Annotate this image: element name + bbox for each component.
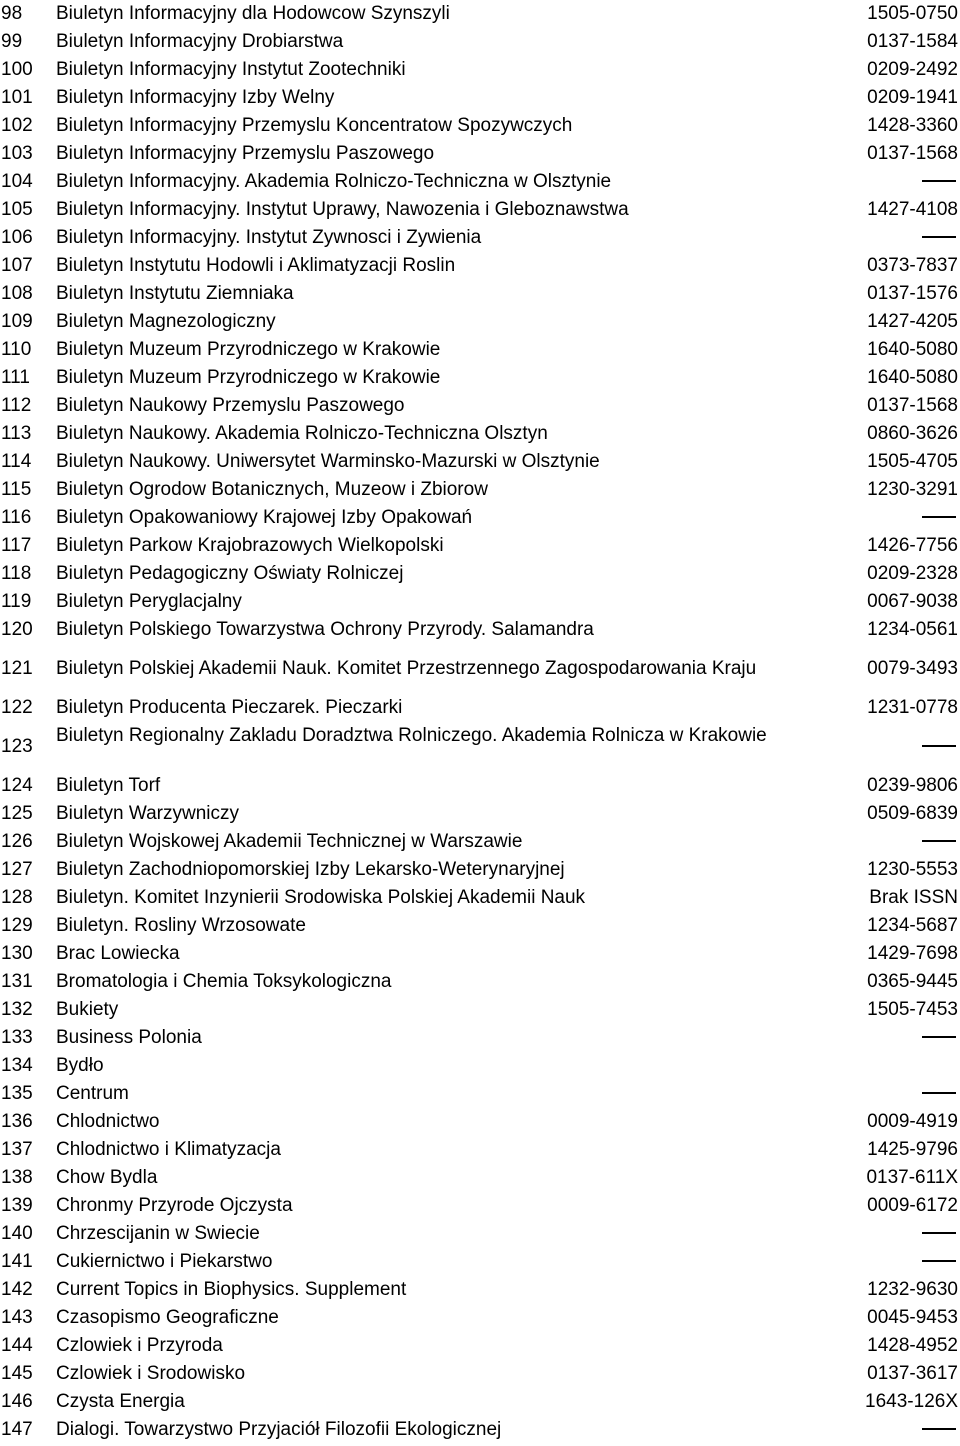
issn-value: 0860-3626 <box>867 423 958 444</box>
table-row <box>0 1360 960 1388</box>
table-row <box>0 828 960 856</box>
table-row <box>0 1108 960 1136</box>
issn-cell <box>867 1360 958 1388</box>
issn-cell <box>922 1024 958 1052</box>
issn-cell <box>867 56 958 84</box>
table-row <box>0 772 960 800</box>
issn-cell <box>867 694 958 722</box>
journal-title: Biuletyn Instytutu Ziemniaka <box>56 283 294 304</box>
issn-cell <box>867 476 958 504</box>
issn-cell <box>867 912 958 940</box>
table-row <box>0 1052 960 1080</box>
row-number: 104 <box>1 171 33 192</box>
row-number: 124 <box>1 775 33 796</box>
missing-issn-dash <box>922 1092 956 1094</box>
missing-issn-dash <box>922 1232 956 1234</box>
row-number: 109 <box>1 311 33 332</box>
row-number: 113 <box>1 423 32 444</box>
issn-cell <box>867 0 958 28</box>
table-row <box>0 56 960 84</box>
issn-cell <box>867 1136 958 1164</box>
issn-cell <box>867 1304 958 1332</box>
row-number: 106 <box>1 227 33 248</box>
row-number: 130 <box>1 943 33 964</box>
issn-cell <box>867 196 958 224</box>
journal-title: Biuletyn Polskiego Towarzystwa Ochrony Przyrody. Salamandra <box>56 619 594 640</box>
table-row <box>0 280 960 308</box>
journal-title: Biuletyn Instytutu Hodowli i Aklimatyzacji Roslin <box>56 255 456 276</box>
journal-title: Biuletyn Informacyjny Izby Welny <box>56 87 335 108</box>
issn-value: 1640-5080 <box>867 367 958 388</box>
journal-title: Dialogi. Towarzystwo Przyjaciół Filozofii Ekologicznej <box>56 1419 502 1440</box>
table-row <box>0 308 960 336</box>
issn-cell <box>867 800 958 828</box>
issn-cell <box>867 1276 958 1304</box>
table-row <box>0 588 960 616</box>
row-number: 118 <box>1 563 32 584</box>
row-number: 132 <box>1 999 33 1020</box>
row-number: 146 <box>1 1391 33 1412</box>
issn-value: 0209-1941 <box>867 87 958 108</box>
issn-value: Brak ISSN <box>869 887 958 908</box>
journal-title: Czlowiek i Srodowisko <box>56 1363 246 1384</box>
table-row <box>0 112 960 140</box>
journal-title: Chrzescijanin w Swiecie <box>56 1223 260 1244</box>
row-number: 114 <box>1 451 32 472</box>
issn-value: 0067-9038 <box>867 591 958 612</box>
row-number: 101 <box>1 87 33 108</box>
row-number: 110 <box>1 339 32 360</box>
row-number: 112 <box>1 395 32 416</box>
table-row <box>0 1136 960 1164</box>
row-number: 143 <box>1 1307 33 1328</box>
missing-issn-dash <box>922 1260 956 1262</box>
issn-value: 0509-6839 <box>867 803 958 824</box>
row-number: 123 <box>1 736 33 757</box>
table-row <box>0 364 960 392</box>
journal-title: Chronmy Przyrode Ojczysta <box>56 1195 293 1216</box>
table-row <box>0 655 960 683</box>
journal-title: Biuletyn Wojskowej Akademii Technicznej w Warszawie <box>56 831 523 852</box>
table-row <box>0 168 960 196</box>
issn-cell <box>922 733 958 761</box>
issn-cell <box>867 112 958 140</box>
issn-value: 1429-7698 <box>867 943 958 964</box>
row-number: 122 <box>1 697 33 718</box>
issn-value: 0137-1568 <box>867 395 958 416</box>
issn-value: 0045-9453 <box>867 1307 958 1328</box>
issn-cell <box>867 420 958 448</box>
table-row <box>0 0 960 28</box>
issn-cell <box>867 308 958 336</box>
issn-cell <box>867 940 958 968</box>
issn-cell <box>922 1080 958 1108</box>
issn-value: 0137-1576 <box>867 283 958 304</box>
issn-cell <box>922 1220 958 1248</box>
missing-issn-dash <box>922 745 956 747</box>
row-number: 115 <box>1 479 32 500</box>
issn-cell <box>867 655 958 683</box>
issn-cell <box>867 84 958 112</box>
table-row <box>0 940 960 968</box>
row-number: 135 <box>1 1083 33 1104</box>
row-number: 134 <box>1 1055 33 1076</box>
table-row <box>0 392 960 420</box>
row-number: 102 <box>1 115 33 136</box>
issn-cell <box>867 532 958 560</box>
issn-value: 1232-9630 <box>867 1279 958 1300</box>
journal-title: Czasopismo Geograficzne <box>56 1307 279 1328</box>
journal-title: Biuletyn. Komitet Inzynierii Srodowiska Polskiej Akademii Nauk <box>56 887 586 908</box>
table-row <box>0 884 960 912</box>
table-row <box>0 1080 960 1108</box>
journal-title: Biuletyn Zachodniopomorskiej Izby Lekarsko-Weterynaryjnej <box>56 859 565 880</box>
row-number: 128 <box>1 887 33 908</box>
missing-issn-dash <box>922 1036 956 1038</box>
issn-value: 1428-3360 <box>867 115 958 136</box>
issn-value: 0209-2328 <box>867 563 958 584</box>
row-number: 131 <box>1 971 33 992</box>
journal-title: Chlodnictwo i Klimatyzacja <box>56 1139 281 1160</box>
issn-cell <box>867 280 958 308</box>
journal-title: Biuletyn. Rosliny Wrzosowate <box>56 915 306 936</box>
row-number: 116 <box>1 507 32 528</box>
row-number: 133 <box>1 1027 33 1048</box>
row-number: 107 <box>1 255 33 276</box>
journal-title: Biuletyn Polskiej Akademii Nauk. Komitet Przestrzennego Zagospodarowania Kraju <box>56 658 757 679</box>
issn-value: 0137-611X <box>866 1167 958 1188</box>
issn-cell <box>922 504 958 532</box>
row-number: 121 <box>1 658 33 679</box>
row-number: 105 <box>1 199 33 220</box>
table-row <box>0 1388 960 1416</box>
issn-value: 1505-0750 <box>867 3 958 24</box>
journal-title: Biuletyn Magnezologiczny <box>56 311 276 332</box>
journal-title: Biuletyn Naukowy. Uniwersytet Warminsko-Mazurski w Olsztynie <box>56 451 600 472</box>
table-row <box>0 616 960 644</box>
table-row <box>0 28 960 56</box>
issn-cell <box>867 856 958 884</box>
journal-title: Biuletyn Peryglacjalny <box>56 591 242 612</box>
table-row <box>0 996 960 1024</box>
table-row <box>0 856 960 884</box>
issn-value: 1427-4108 <box>867 199 958 220</box>
issn-value: 0009-6172 <box>867 1195 958 1216</box>
table-row <box>0 1304 960 1332</box>
table-row <box>0 196 960 224</box>
row-number: 136 <box>1 1111 33 1132</box>
journal-title: Biuletyn Informacyjny Przemyslu Koncentratow Spozywczych <box>56 115 573 136</box>
row-number: 137 <box>1 1139 33 1160</box>
issn-cell <box>865 1388 958 1416</box>
issn-cell <box>867 140 958 168</box>
journal-title: Czysta Energia <box>56 1391 185 1412</box>
row-number: 147 <box>1 1419 33 1440</box>
table-row <box>0 532 960 560</box>
table-row <box>0 1416 960 1444</box>
issn-value: 0137-1584 <box>867 31 958 52</box>
issn-cell <box>922 224 958 252</box>
table-row <box>0 140 960 168</box>
table-row <box>0 1220 960 1248</box>
issn-cell <box>867 996 958 1024</box>
missing-issn-dash <box>922 236 956 238</box>
journal-title: Biuletyn Torf <box>56 775 161 796</box>
issn-value: 1234-0561 <box>867 619 958 640</box>
table-row <box>0 476 960 504</box>
journal-title: Biuletyn Naukowy. Akademia Rolniczo-Techniczna Olsztyn <box>56 423 548 444</box>
row-number: 117 <box>1 535 32 556</box>
row-number: 138 <box>1 1167 33 1188</box>
issn-cell <box>867 1108 958 1136</box>
journal-title: Biuletyn Parkow Krajobrazowych Wielkopolski <box>56 535 444 556</box>
journal-title: Biuletyn Informacyjny. Instytut Zywnosci i Zywienia <box>56 227 482 248</box>
row-number: 103 <box>1 143 33 164</box>
journal-title: Biuletyn Informacyjny dla Hodowcow Szynszyli <box>56 3 450 24</box>
issn-value: 0079-3493 <box>867 658 958 679</box>
journal-title: Brac Lowiecka <box>56 943 180 964</box>
issn-value: 0209-2492 <box>867 59 958 80</box>
journal-title: Czlowiek i Przyroda <box>56 1335 223 1356</box>
issn-cell <box>867 336 958 364</box>
row-number: 144 <box>1 1335 33 1356</box>
journal-title: Biuletyn Informacyjny Przemyslu Paszowego <box>56 143 435 164</box>
issn-value: 1427-4205 <box>867 311 958 332</box>
issn-cell <box>866 1164 958 1192</box>
issn-cell <box>867 28 958 56</box>
journal-title: Biuletyn Pedagogiczny Oświaty Rolniczej <box>56 563 404 584</box>
table-row <box>0 336 960 364</box>
journal-title: Biuletyn Regionalny Zakladu Doradztwa Rolniczego. Akademia Rolnicza w Krakowie <box>56 725 767 746</box>
table-row <box>0 1248 960 1276</box>
row-number: 141 <box>1 1251 33 1272</box>
issn-value: 1230-3291 <box>867 479 958 500</box>
table-row <box>0 968 960 996</box>
journal-title: Biuletyn Muzeum Przyrodniczego w Krakowie <box>56 367 441 388</box>
journal-title: Biuletyn Opakowaniowy Krajowej Izby Opakowań <box>56 507 473 528</box>
row-number: 111 <box>1 367 30 388</box>
table-row <box>0 694 960 722</box>
issn-value: 1505-4705 <box>867 451 958 472</box>
journal-title: Biuletyn Naukowy Przemyslu Paszowego <box>56 395 405 416</box>
row-number: 140 <box>1 1223 33 1244</box>
issn-value: 0137-1568 <box>867 143 958 164</box>
issn-cell <box>869 884 958 912</box>
issn-cell <box>867 588 958 616</box>
row-number: 100 <box>1 59 33 80</box>
journal-title: Centrum <box>56 1083 129 1104</box>
table-row <box>0 800 960 828</box>
issn-cell <box>867 616 958 644</box>
journal-title: Cukiernictwo i Piekarstwo <box>56 1251 273 1272</box>
issn-value: 0365-9445 <box>867 971 958 992</box>
table-row <box>0 722 960 772</box>
journal-title: Biuletyn Warzywniczy <box>56 803 240 824</box>
issn-cell <box>867 1332 958 1360</box>
journal-title: Business Polonia <box>56 1027 202 1048</box>
table-row <box>0 252 960 280</box>
issn-cell <box>867 968 958 996</box>
table-row <box>0 1332 960 1360</box>
missing-issn-dash <box>922 840 956 842</box>
issn-value: 0373-7837 <box>867 255 958 276</box>
issn-value: 1640-5080 <box>867 339 958 360</box>
issn-value: 1231-0778 <box>867 697 958 718</box>
issn-cell <box>867 772 958 800</box>
issn-value: 0009-4919 <box>867 1111 958 1132</box>
issn-value: 1643-126X <box>865 1391 958 1412</box>
issn-cell <box>867 252 958 280</box>
row-number: 99 <box>1 31 23 52</box>
row-number: 120 <box>1 619 33 640</box>
issn-value: 1425-9796 <box>867 1139 958 1160</box>
issn-cell <box>922 1248 958 1276</box>
journal-title: Chow Bydla <box>56 1167 158 1188</box>
issn-cell <box>922 1416 958 1444</box>
issn-cell <box>867 448 958 476</box>
issn-cell <box>867 364 958 392</box>
table-row <box>0 1164 960 1192</box>
row-number: 142 <box>1 1279 33 1300</box>
issn-value: 1234-5687 <box>867 915 958 936</box>
issn-cell <box>867 392 958 420</box>
missing-issn-dash <box>922 180 956 182</box>
journal-title: Current Topics in Biophysics. Supplement <box>56 1279 407 1300</box>
issn-value: 1428-4952 <box>867 1335 958 1356</box>
journal-title: Biuletyn Ogrodow Botanicznych, Muzeow i Zbiorow <box>56 479 488 500</box>
row-number: 119 <box>1 591 32 612</box>
table-row <box>0 420 960 448</box>
table-row <box>0 1192 960 1220</box>
journal-title: Biuletyn Producenta Pieczarek. Pieczarki <box>56 697 403 718</box>
issn-cell <box>867 560 958 588</box>
table-row <box>0 560 960 588</box>
journal-title: Bydło <box>56 1055 104 1076</box>
issn-value: 1230-5553 <box>867 859 958 880</box>
journal-title: Biuletyn Informacyjny Drobiarstwa <box>56 31 344 52</box>
row-number: 139 <box>1 1195 33 1216</box>
issn-cell <box>922 828 958 856</box>
row-number: 108 <box>1 283 33 304</box>
issn-cell <box>922 168 958 196</box>
issn-value: 1505-7453 <box>867 999 958 1020</box>
journal-title: Chlodnictwo <box>56 1111 160 1132</box>
row-number: 125 <box>1 803 33 824</box>
journal-title: Biuletyn Informacyjny. Akademia Rolniczo-Techniczna w Olsztynie <box>56 171 612 192</box>
table-row <box>0 84 960 112</box>
journal-title: Biuletyn Informacyjny. Instytut Uprawy, Nawozenia i Gleboznawstwa <box>56 199 629 220</box>
table-row <box>0 1024 960 1052</box>
issn-value: 0239-9806 <box>867 775 958 796</box>
row-number: 126 <box>1 831 33 852</box>
issn-cell <box>867 1192 958 1220</box>
row-number: 98 <box>1 3 23 24</box>
table-row <box>0 504 960 532</box>
journal-title: Bromatologia i Chemia Toksykologiczna <box>56 971 392 992</box>
table-row <box>0 1276 960 1304</box>
table-row <box>0 912 960 940</box>
row-number: 127 <box>1 859 33 880</box>
issn-value: 0137-3617 <box>867 1363 958 1384</box>
table-row <box>0 448 960 476</box>
row-number: 129 <box>1 915 33 936</box>
missing-issn-dash <box>922 516 956 518</box>
row-number: 145 <box>1 1363 33 1384</box>
journal-title: Bukiety <box>56 999 119 1020</box>
missing-issn-dash <box>922 1428 956 1430</box>
issn-value: 1426-7756 <box>867 535 958 556</box>
journal-title: Biuletyn Informacyjny Instytut Zootechniki <box>56 59 406 80</box>
table-row <box>0 224 960 252</box>
journal-title: Biuletyn Muzeum Przyrodniczego w Krakowie <box>56 339 441 360</box>
